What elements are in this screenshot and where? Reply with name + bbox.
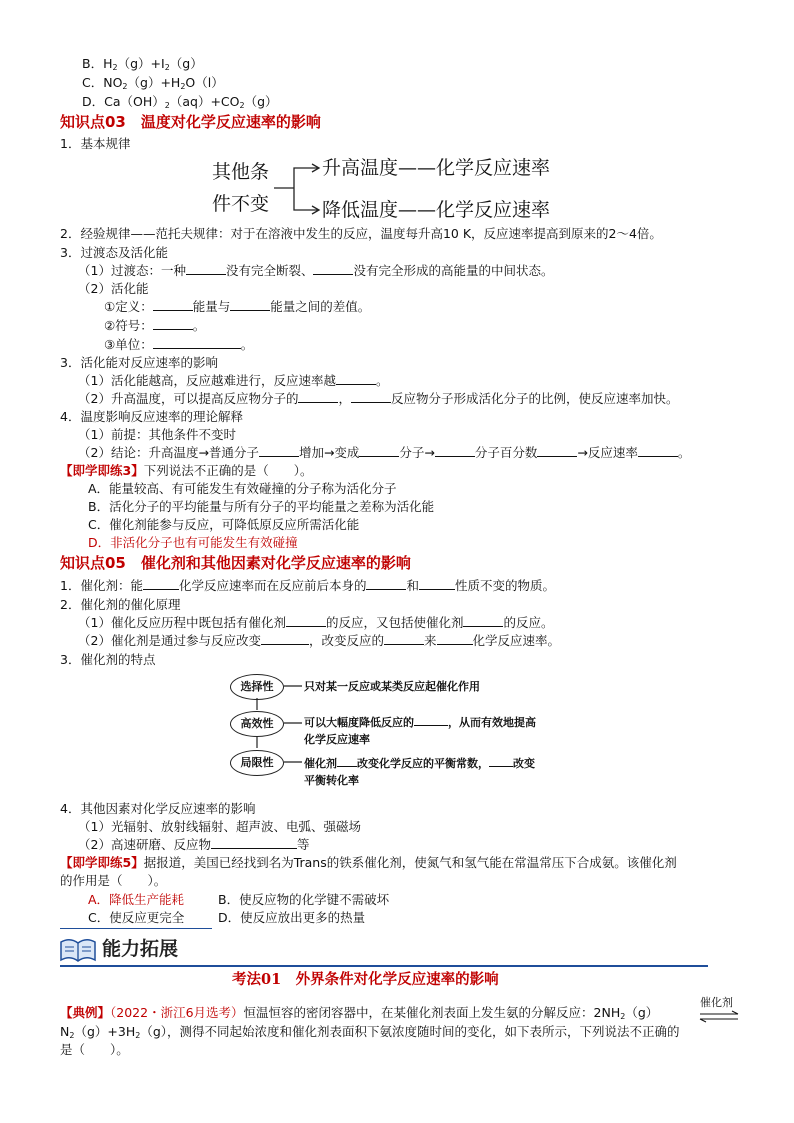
section03-item2: 2．经验规律——范托夫规律：对于在溶液中发生的反应，温度每升高10 K，反应速率提高到原来的2～4倍。 [60, 226, 662, 241]
section03-item3: 3．过渡态及活化能 [60, 245, 168, 260]
example-line3: 是（ ）。 [60, 1042, 129, 1057]
practice3-option-a: A．能量较高、有可能发生有效碰撞的分子称为活化分子 [88, 481, 397, 496]
branch-arrows-icon [272, 160, 324, 220]
practice5-stem: 【即学即练5】据报道，美国已经找到名为Trans的铁系催化剂，使氮气和氢气能在常温常压下合成氨。该催化剂 [60, 855, 677, 870]
definition-line: ①定义： 能量与 能量之间的差值。 [104, 299, 371, 314]
theory-premise: （1）前提：其他条件不变时 [78, 427, 236, 442]
section05-item2: 2．催化剂的催化原理 [60, 597, 181, 612]
efficiency-oval: 高效性 [230, 711, 284, 737]
catalyst-label: 催化剂 [700, 996, 733, 1009]
diagram-down: 降低温度——化学反应速率 [322, 199, 551, 221]
example-line1: 【典例】（2022・浙江6月选考）恒温恒容的密闭容器中，在某催化剂表面上发生氨的分解反应：$2NH_2(g)$ [60, 1005, 659, 1021]
unit-line: ③单位： 。 [104, 337, 254, 352]
limitation-desc-1: 催化剂 改变化学反应的平衡常数， 改变 [304, 757, 535, 770]
section05-title: 知识点05 催化剂和其他因素对化学反应速率的影响 [60, 554, 411, 572]
practice5-stem2: 的作用是（ ）。 [60, 873, 167, 888]
diagram-left-line1: 其他条 [212, 161, 270, 183]
option-d: D．$Ca(OH)_2(aq)+CO_2(g)$ [82, 94, 278, 110]
practice5-option-d: D．使反应放出更多的热量 [218, 910, 366, 925]
practice3-option-d: D．非活化分子也有可能发生有效碰撞 [88, 535, 298, 550]
activation-effect-2: （2）升高温度，可以提高反应物分子的 ， 反应物分子形成活化分子的比例，使反应速率加快。 [78, 391, 679, 406]
mechanism-2: （2）催化剂是通过参与反应改变 ，改变反应的 来 化学反应速率。 [78, 633, 561, 648]
selectivity-oval: 选择性 [230, 674, 284, 700]
symbol-line: ②符号： 。 [104, 318, 206, 333]
other-factors-1: （1）光辐射、放射线辐射、超声波、电弧、强磁场 [78, 819, 361, 834]
section05-item3: 3．催化剂的特点 [60, 652, 156, 667]
practice3-option-b: B．活化分子的平均能量与所有分子的平均能量之差称为活化能 [88, 499, 435, 514]
efficiency-desc-2: 化学反应速率 [304, 733, 370, 746]
practice3-option-c: C．催化剂能参与反应，可降低原反应所需活化能 [88, 517, 360, 532]
transition-state-line: （1）过渡态：一种 没有完全断裂、 没有完全形成的高能量的中间状态。 [78, 263, 554, 278]
banner-rule [60, 965, 708, 967]
section03-item5: 4．温度影响反应速率的理论解释 [60, 409, 243, 424]
practice5-option-b: B．使反应物的化学键不需破坏 [218, 892, 390, 907]
open-book-icon [58, 934, 98, 964]
limitation-desc-2: 平衡转化率 [304, 774, 359, 787]
banner-rule-top [60, 928, 212, 929]
section05-item4: 4．其他因素对化学反应速率的影响 [60, 801, 256, 816]
practice5-option-c: C．使反应更完全 [88, 910, 185, 925]
diagram-up: 升高温度——化学反应速率 [322, 157, 551, 179]
banner-title: 能力拓展 [102, 938, 179, 960]
mechanism-1: （1）催化反应历程中既包括有催化剂 的反应，又包括使催化剂 的反应。 [78, 615, 554, 630]
theory-conclusion: （2）结论：升高温度→普通分子 增加→变成 分子→ 分子百分数 →反应速率 。 [78, 445, 691, 460]
section03-title: 知识点03 温度对化学反应速率的影响 [60, 113, 321, 131]
reversible-arrow-icon [698, 1010, 740, 1024]
selectivity-desc: 只对某一反应或某类反应起催化作用 [304, 680, 480, 693]
section05-item1: 1．催化剂：能 化学反应速率而在反应前后本身的 和 性质不变的物质。 [60, 578, 556, 593]
limitation-oval: 局限性 [230, 750, 284, 776]
section03-item1: 1．基本规律 [60, 136, 131, 151]
activation-energy-heading: （2）活化能 [78, 281, 149, 296]
activation-effect-1: （1）活化能越高，反应越难进行，反应速率越 。 [78, 373, 389, 388]
example-line2: $N_2(g)+3H_2(g)$，测得不同起始浓度和催化剂表面积下氨浓度随时间的变化，如下表所示，下列说法不正确的 [60, 1024, 680, 1040]
efficiency-desc-1: 可以大幅度降低反应的 ，从而有效地提高 [304, 716, 536, 729]
option-b: B．$H_2(g)+I_2(g)$ [82, 56, 203, 72]
other-factors-2: （2）高速研磨、反应物 等 [78, 837, 310, 852]
practice3-stem: 【即学即练3】下列说法不正确的是（ ）。 [60, 463, 313, 478]
section03-item4: 3．活化能对反应速率的影响 [60, 355, 218, 370]
exam-method-title: 考法01 外界条件对化学反应速率的影响 [232, 971, 499, 988]
option-c: C．$NO_2(g)+H_2O(l)$ [82, 75, 224, 91]
diagram-left-line2: 件不变 [212, 193, 270, 215]
practice5-option-a: A．降低生产能耗 [88, 892, 185, 907]
